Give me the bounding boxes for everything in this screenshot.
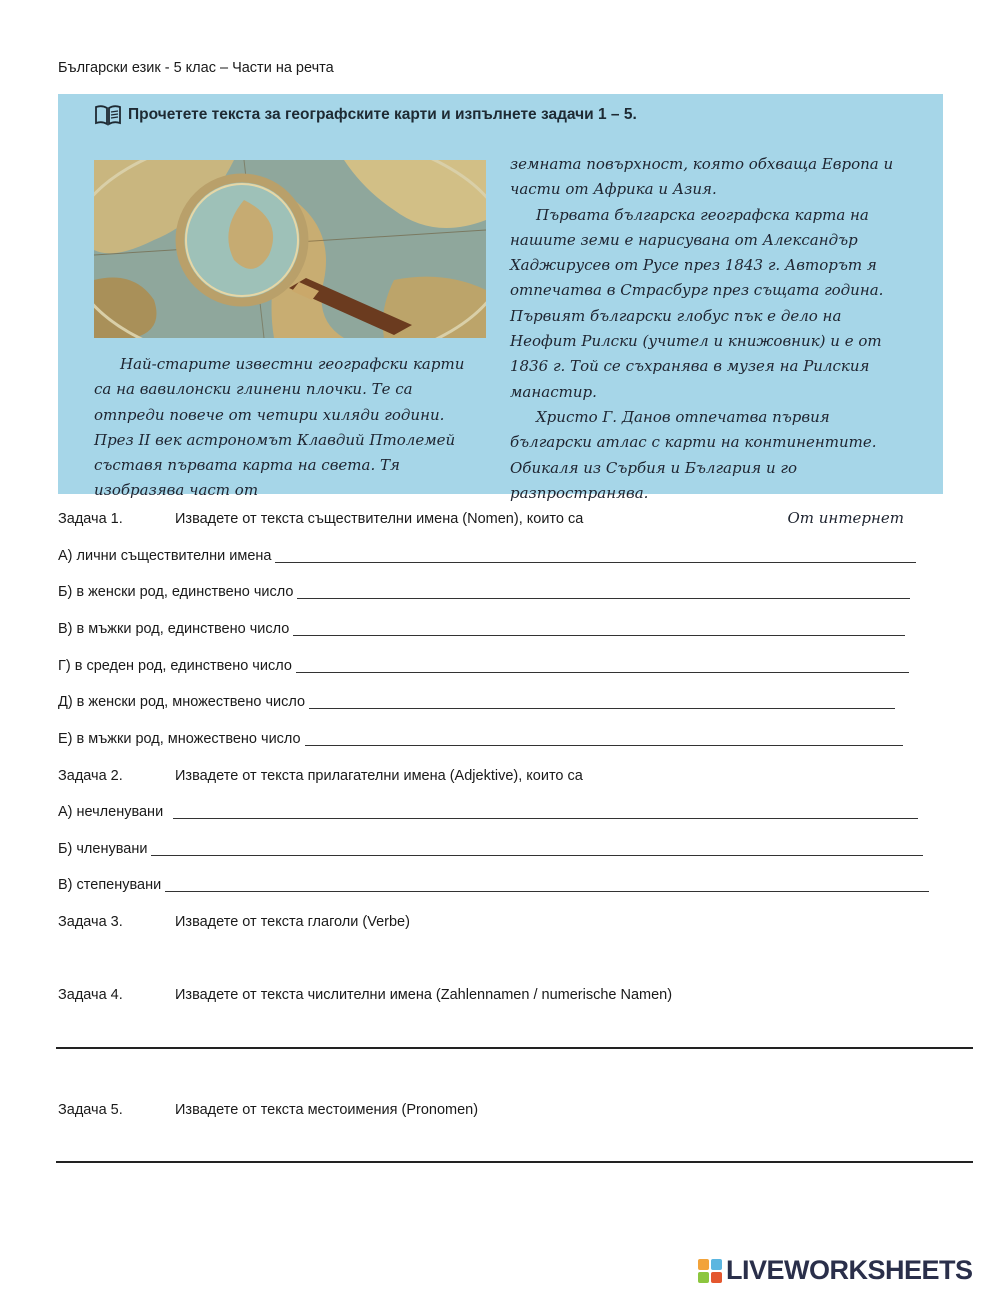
task-2-number: Задача 2. xyxy=(58,768,123,784)
task-2-item-a-label: А) нечленувани xyxy=(58,804,164,820)
reading-instruction xyxy=(94,104,637,126)
answer-rule-task-4[interactable] xyxy=(56,1047,973,1049)
answer-line-1b[interactable] xyxy=(297,584,910,599)
task-2-item-a xyxy=(58,804,918,820)
task-5 xyxy=(58,1102,478,1118)
task-1-item-c-label: В) в мъжки род, единствено число xyxy=(58,621,290,637)
paragraph-bulgarian-map: Първата българска географска карта на нашите земи е нарисувана от Александър Хаджирусев от Русе през 1843 г. Авторът я отпечатва в Страсбург през същата година. Първият български глобус пък е дело на Неофит Рилски (учител и книжовник) и е от 1836 г. Той се съхранява в музея на Рилския манастир. xyxy=(510,205,884,401)
instruction-text: Прочетете текста за географските карти и изпълнете задачи 1 – 5. xyxy=(128,106,637,123)
task-2-item-b xyxy=(58,841,923,857)
task-1-item-e xyxy=(58,694,895,710)
task-3-number: Задача 3. xyxy=(58,914,123,930)
paragraph-continuation: земната повърхност, която обхваща Европа и части от Африка и Азия. xyxy=(510,155,894,199)
task-2 xyxy=(58,768,583,784)
magnifying-glass-map-image xyxy=(94,160,486,338)
task-2-item-b-label: Б) членувани xyxy=(58,841,148,857)
answer-line-2b[interactable] xyxy=(151,841,923,856)
source-note: От интернет xyxy=(787,509,904,528)
answer-line-1e[interactable] xyxy=(309,694,895,709)
task-1-item-f-label: Е) в мъжки род, множествено число xyxy=(58,731,301,747)
paragraph-danov-atlas: Христо Г. Данов отпечатва първия български атлас с карти на континентите. Обикаля из Сърбия и България и го разпространява. xyxy=(510,407,877,502)
task-1-number: Задача 1. xyxy=(58,511,123,527)
task-1-item-d-label: Г) в среден род, единствено число xyxy=(58,658,292,674)
liveworksheets-logo xyxy=(698,1255,973,1286)
answer-line-2a[interactable] xyxy=(173,804,918,819)
task-2-text: Извадете от текста прилагателни имена (Adjektive), които са xyxy=(175,768,583,784)
task-3-text: Извадете от текста глаголи (Verbe) xyxy=(175,914,410,930)
answer-line-1c[interactable] xyxy=(293,621,905,636)
task-1-item-d xyxy=(58,658,909,674)
task-1-item-c xyxy=(58,621,905,637)
task-4-number: Задача 4. xyxy=(58,987,123,1003)
task-4 xyxy=(58,987,672,1003)
logo-mark-icon xyxy=(698,1259,722,1283)
task-1-item-a-label: А) лични съществителни имена xyxy=(58,548,272,564)
task-1-text: Извадете от текста съществителни имена (Nomen), които са xyxy=(175,511,584,527)
logo-text: LIVEWORKSHEETS xyxy=(726,1255,973,1285)
answer-line-1f[interactable] xyxy=(305,731,903,746)
task-2-item-c xyxy=(58,877,929,893)
task-1-item-b xyxy=(58,584,910,600)
answer-line-2c[interactable] xyxy=(165,877,929,892)
paragraph-oldest-maps: Най-старите известни географски карти са на вавилонски глинени плочки. Те са отпреди повече от четири хиляди години. През II век астрономът Клавдий Птолемей съставя първата карта на света. Тя изобразява част от xyxy=(94,355,465,500)
text-column-left xyxy=(94,352,486,504)
task-5-text: Извадете от текста местоимения (Pronomen) xyxy=(175,1102,479,1118)
answer-line-1d[interactable] xyxy=(296,658,909,673)
task-1-item-a xyxy=(58,548,916,564)
text-column-right xyxy=(510,152,910,531)
page-header: Български език - 5 клас – Части на речта xyxy=(58,60,334,76)
task-1-item-f xyxy=(58,731,903,747)
answer-line-1a[interactable] xyxy=(275,548,916,563)
book-icon xyxy=(94,104,122,126)
task-3 xyxy=(58,914,410,930)
task-1 xyxy=(58,511,583,527)
task-1-item-b-label: Б) в женски род, единствено число xyxy=(58,584,294,600)
answer-rule-task-5[interactable] xyxy=(56,1161,973,1163)
task-2-item-c-label: В) степенувани xyxy=(58,877,162,893)
task-5-number: Задача 5. xyxy=(58,1102,123,1118)
task-4-text: Извадете от текста числителни имена (Zahlennamen / numerische Namen) xyxy=(175,987,673,1003)
task-1-item-e-label: Д) в женски род, множествено число xyxy=(58,694,306,710)
